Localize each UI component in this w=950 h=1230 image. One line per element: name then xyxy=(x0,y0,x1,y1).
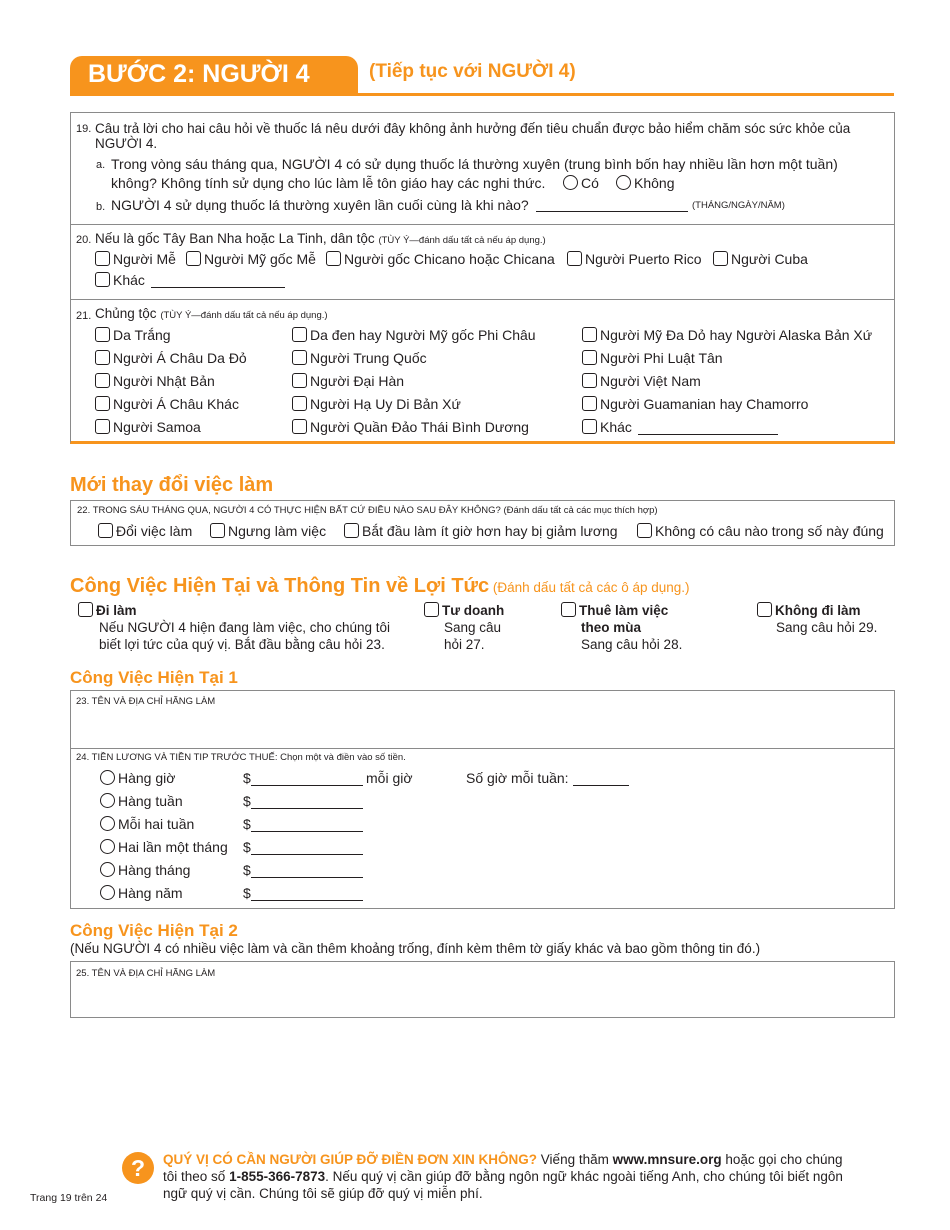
pay-biweekly-radio[interactable]: Mỗi hai tuần xyxy=(100,816,194,832)
ethnicity-puerto-rican-checkbox[interactable]: Người Puerto Rico xyxy=(567,251,702,267)
race-other-asian-checkbox[interactable]: Người Á Châu Khác xyxy=(95,396,239,412)
employer1-name-address-field[interactable] xyxy=(71,708,894,746)
race-guamanian-checkbox[interactable]: Người Guamanian hay Chamorro xyxy=(582,396,808,412)
hours-per-week-field[interactable] xyxy=(573,770,629,786)
not-working-checkbox[interactable] xyxy=(757,602,772,617)
ethnicity-mexican-checkbox[interactable]: Người Mễ xyxy=(95,251,176,267)
question-icon: ? xyxy=(122,1152,154,1184)
q21-number: 21. xyxy=(76,310,92,322)
none-apply-checkbox[interactable]: Không có câu nào trong số này đúng xyxy=(637,523,884,539)
q20-text: Nếu là gốc Tây Ban Nha hoặc La Tinh, dân tộc (TÙY Ý—đánh dấu tất cả nếu áp dụng.) xyxy=(95,231,546,246)
seasonal-checkbox[interactable] xyxy=(561,602,576,617)
race-american-indian-checkbox[interactable]: Người Mỹ Đa Dỏ hay Người Alaska Bản Xứ xyxy=(582,327,872,343)
race-black-checkbox[interactable]: Da đen hay Người Mỹ gốc Phi Châu xyxy=(292,327,536,343)
ethnicity-other-checkbox[interactable]: Khác xyxy=(95,272,145,288)
tobacco-yes-radio[interactable]: Có xyxy=(563,175,599,191)
race-samoan-checkbox[interactable]: Người Samoa xyxy=(95,419,201,435)
ethnicity-mexican-american-checkbox[interactable]: Người Mỹ gốc Mễ xyxy=(186,251,316,267)
help-text: QUÝ VỊ CÓ CẦN NGƯỜI GIÚP ĐỠ ĐIỀN ĐƠN XIN KHÔNG? Viếng thăm www.mnsure.org hoặc gọi cho chúng tôi theo số 1-855-366-7873. Nếu quý vị cần giúp đỡ bằng ngôn ngữ khác ngoài tiếng Anh, cho chúng tôi biết ngôn ngữ quý vị cần. Chúng tôi sẽ giúp đỡ quý vị miễn phí. xyxy=(163,1152,843,1201)
race-native-hawaiian-checkbox[interactable]: Người Hạ Uy Di Bản Xứ xyxy=(292,396,461,412)
self-employed-option[interactable]: Tư doanh Sang câu hỏi 27. xyxy=(424,602,504,653)
q19b-text: NGƯỜI 4 sử dụng thuốc lá thường xuyên lần cuối cùng là khi nào? xyxy=(111,197,529,213)
website-link[interactable]: www.mnsure.org xyxy=(612,1152,722,1167)
pay-yearly-radio[interactable]: Hàng năm xyxy=(100,885,183,901)
amount-monthly[interactable]: $ xyxy=(243,862,363,878)
q19-number: 19. xyxy=(76,123,92,135)
pay-twice-monthly-radio[interactable]: Hai lần một tháng xyxy=(100,839,228,855)
race-white-checkbox[interactable]: Da Trắng xyxy=(95,327,171,343)
self-employed-checkbox[interactable] xyxy=(424,602,439,617)
date-format-label: (THÁNG/NGÀY/NĂM) xyxy=(692,200,785,211)
employed-option[interactable]: Đi làm Nếu NGƯỜI 4 hiện đang làm việc, cho chúng tôi biết lợi tức của quý vị. Bắt đầu bằng câu hỏi 23. xyxy=(78,602,390,653)
race-chinese-checkbox[interactable]: Người Trung Quốc xyxy=(292,350,427,366)
job-change-heading: Mới thay đổi việc làm xyxy=(70,474,274,496)
job2-note: (Nếu NGƯỜI 4 có nhiều việc làm và cần thêm khoảng trống, đính kèm thêm tờ giấy khác và bao gồm thông tin đó.) xyxy=(70,941,761,956)
ethnicity-other-field[interactable] xyxy=(151,272,285,288)
q19b-letter: b. xyxy=(96,201,106,213)
race-asian-indian-checkbox[interactable]: Người Á Châu Da Đỏ xyxy=(95,350,247,366)
q19a-text-2: không? Không tính sử dụng cho lúc làm lễ tôn giáo hay các nghi thức. xyxy=(111,175,546,191)
pay-hourly-radio[interactable]: Hàng giờ xyxy=(100,770,175,786)
header-rule xyxy=(70,93,894,96)
q19-text: Câu trả lời cho hai câu hỏi về thuốc lá nêu dưới đây không ảnh hưởng đến tiêu chuẩn được bảo hiểm chăm sóc sức khỏe của NGƯỜI 4. xyxy=(95,121,851,151)
q24-label: 24. TIỀN LƯƠNG VÀ TIỀN TIP TRƯỚC THUẾ: Chọn một và điền vào số tiền. xyxy=(76,752,406,763)
tobacco-no-radio[interactable]: Không xyxy=(616,175,674,191)
stopped-working-checkbox[interactable]: Ngưng làm việc xyxy=(210,523,326,539)
q21-text: Chủng tộc (TÙY Ý—đánh dấu tất cả nếu áp dụng.) xyxy=(95,306,328,321)
amount-biweekly[interactable]: $ xyxy=(243,816,363,832)
phone-number[interactable]: 1-855-366-7873 xyxy=(229,1169,326,1184)
employer2-name-address-field[interactable] xyxy=(71,980,894,1017)
hours-per-week-label: Số giờ mỗi tuần: xyxy=(466,770,569,786)
job1-heading: Công Việc Hiện Tại 1 xyxy=(70,668,238,687)
job2-heading: Công Việc Hiện Tại 2 xyxy=(70,921,238,940)
current-work-heading: Công Việc Hiện Tại và Thông Tin về Lợi Tức (Đánh dấu tất cả các ô áp dụng.) xyxy=(70,575,690,597)
pay-weekly-radio[interactable]: Hàng tuần xyxy=(100,793,183,809)
amount-yearly[interactable]: $ xyxy=(243,885,363,901)
last-tobacco-date-field[interactable] xyxy=(536,196,688,212)
ethnicity-chicano-checkbox[interactable]: Người gốc Chicano hoặc Chicana xyxy=(326,251,555,267)
page-number: Trang 19 trên 24 xyxy=(30,1192,108,1204)
q19a-text-1: Trong vòng sáu tháng qua, NGƯỜI 4 có sử dụng thuốc lá thường xuyên (trung bình bốn hay nhiều lần hơn một tuần) xyxy=(111,156,838,172)
reduced-hours-checkbox[interactable]: Bắt đầu làm ít giờ hơn hay bị giảm lương xyxy=(344,523,618,539)
q23-label: 23. TÊN VÀ ĐỊA CHỈ HÃNG LÀM xyxy=(76,696,216,707)
race-japanese-checkbox[interactable]: Người Nhật Bản xyxy=(95,373,215,389)
race-filipino-checkbox[interactable]: Người Phi Luật Tân xyxy=(582,350,723,366)
race-other-checkbox[interactable]: Khác xyxy=(582,419,632,435)
race-pacific-islander-checkbox[interactable]: Người Quần Đảo Thái Bình Dương xyxy=(292,419,529,435)
race-vietnamese-checkbox[interactable]: Người Việt Nam xyxy=(582,373,701,389)
ethnicity-cuban-checkbox[interactable]: Người Cuba xyxy=(713,251,808,267)
q25-label: 25. TÊN VÀ ĐỊA CHỈ HÃNG LÀM xyxy=(76,968,216,979)
step-title: BƯỚC 2: NGƯỜI 4 xyxy=(88,60,310,88)
amount-twice-monthly[interactable]: $ xyxy=(243,839,363,855)
amount-weekly[interactable]: $ xyxy=(243,793,363,809)
continue-note: (Tiếp tục với NGƯỜI 4) xyxy=(369,61,576,82)
race-korean-checkbox[interactable]: Người Đại Hàn xyxy=(292,373,404,389)
seasonal-option[interactable]: Thuê làm việc theo mùa Sang câu hỏi 28. xyxy=(561,602,682,653)
pay-monthly-radio[interactable]: Hàng tháng xyxy=(100,862,190,878)
not-working-option[interactable]: Không đi làm Sang câu hỏi 29. xyxy=(757,602,877,636)
q19a-letter: a. xyxy=(96,159,106,171)
per-hour-label: mỗi giờ xyxy=(366,770,413,786)
amount-hourly[interactable]: $ xyxy=(243,770,363,786)
race-other-field[interactable] xyxy=(638,419,778,435)
employed-checkbox[interactable] xyxy=(78,602,93,617)
changed-job-checkbox[interactable]: Đổi việc làm xyxy=(98,523,192,539)
q20-number: 20. xyxy=(76,234,92,246)
q22-question: 22. TRONG SÁU THÁNG QUA, NGƯỜI 4 CÓ THỰC HIỆN BẤT CỨ ĐIỀU NÀO SAU ĐÂY KHÔNG? (Đánh dấu tất cả các mục thích hợp) xyxy=(77,505,658,516)
